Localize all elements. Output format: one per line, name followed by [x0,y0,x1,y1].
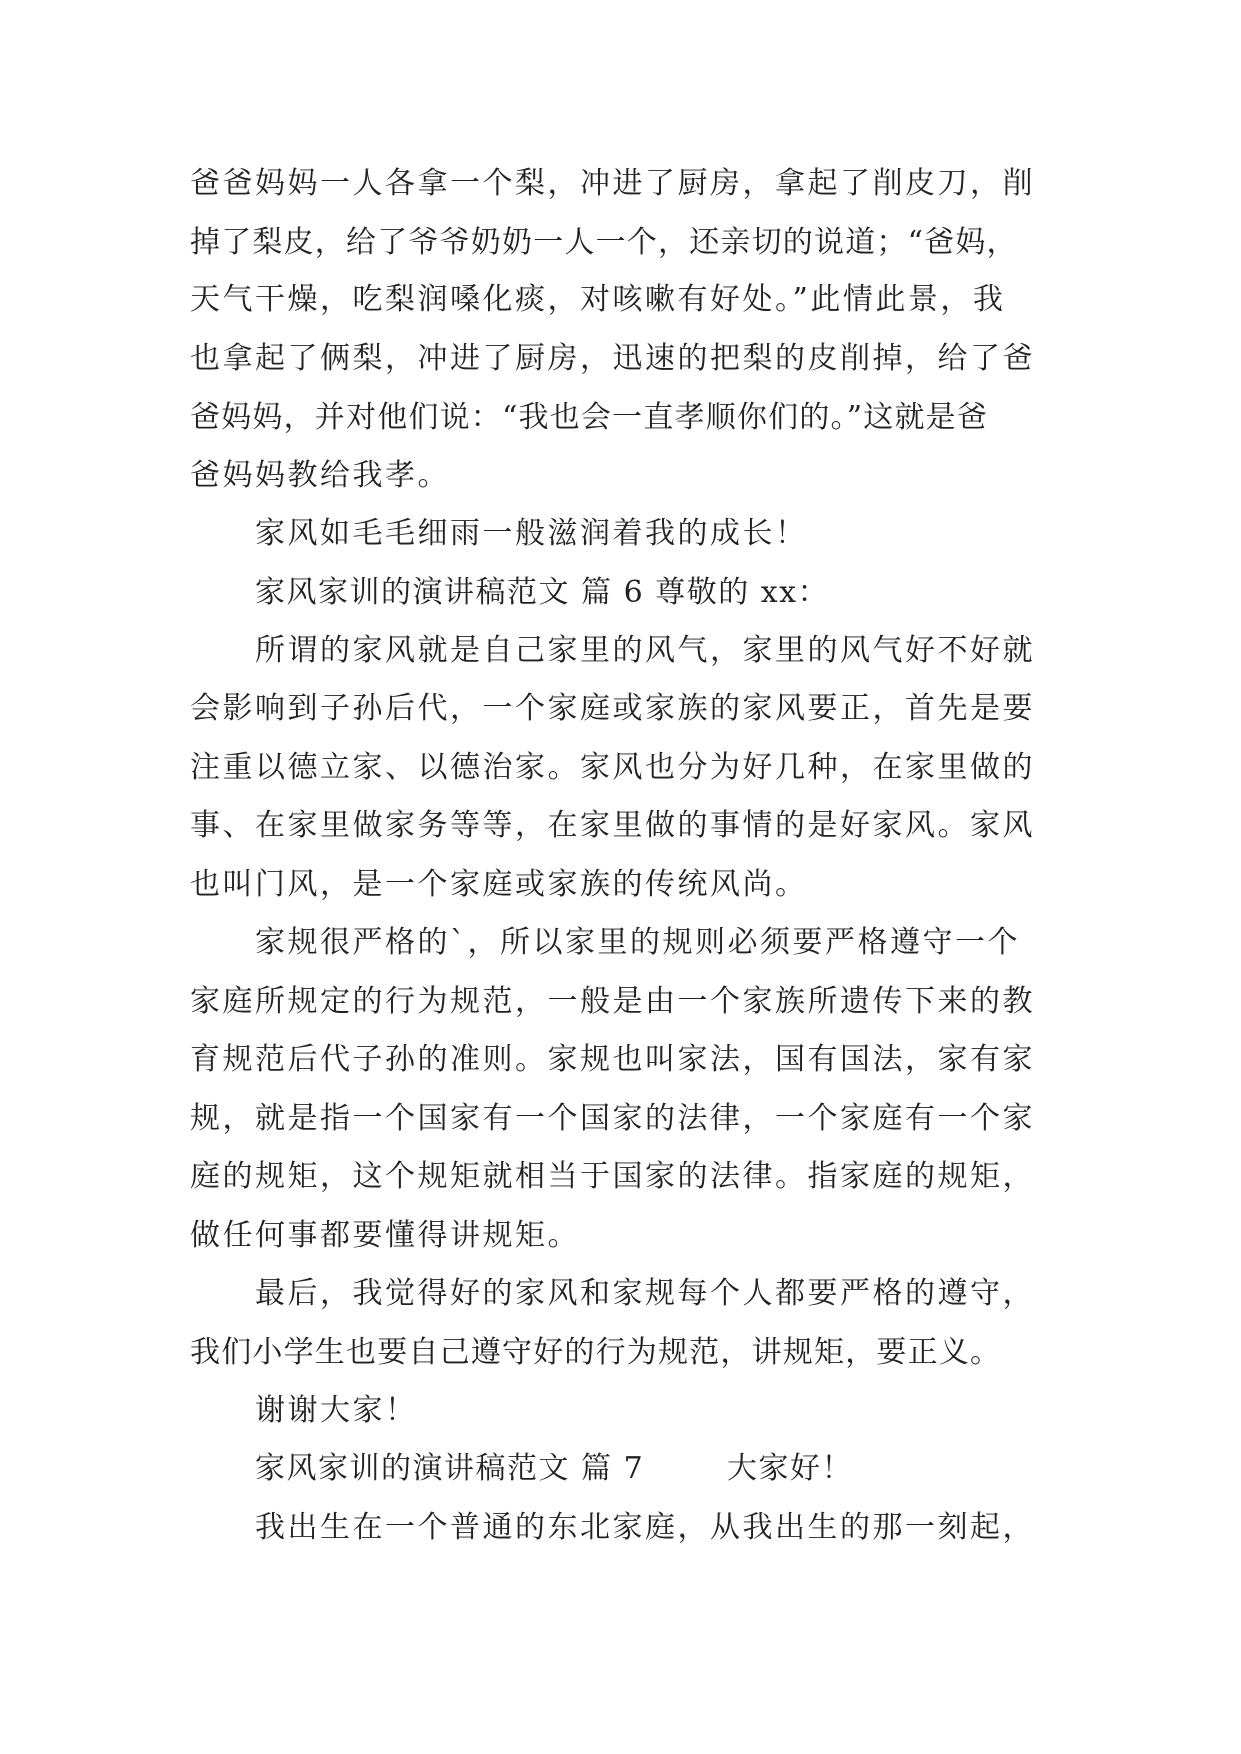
paragraph-line [0,330,1241,388]
line-text: 我们小学生也要自己遵守好的行为规范，讲规矩，要正义。 [190,1335,1002,1370]
line-text: 也叫门风，是一个家庭或家族的传统风尚。 [190,867,808,902]
greeting-text: 大家好！ [727,1451,853,1486]
heading-text: 家风家训的演讲稿范文 篇 6 尊敬的 xx： [255,575,830,610]
line-text: 庭的规矩，这个规矩就相当于国家的法律。指家庭的规矩， [190,1159,1035,1194]
line-text: 事、在家里做家务等等，在家里做的事情的是好家风。家风 [190,808,1035,843]
paragraph-line [0,1382,1241,1440]
line-text: 爸爸妈妈一人各拿一个梨，冲进了厨房，拿起了削皮刀，削 [190,166,1035,201]
paragraph-line [0,1207,1241,1265]
paragraph-line [0,739,1241,797]
line-text: 掉了梨皮，给了爷爷奶奶一人一个，还亲切的说道；“爸妈， [190,225,1018,260]
section-heading [0,1440,1241,1498]
paragraph-line [0,973,1241,1031]
paragraph-line [0,1090,1241,1148]
line-text: 我出生在一个普通的东北家庭，从我出生的那一刻起， [255,1510,1035,1545]
paragraph-line [0,1499,1241,1557]
paragraph-line [0,1324,1241,1382]
paragraph-line [0,155,1241,213]
line-text: 天气干燥，吃梨润嗓化痰，对咳嗽有好处。”此情此景，我 [190,282,1006,317]
paragraph-line [0,271,1241,329]
heading-text: 家风家训的演讲稿范文 篇 7 [255,1451,645,1486]
line-text: 做任何事都要懂得讲规矩。 [190,1218,580,1253]
paragraph-line [0,680,1241,738]
paragraph-line [0,389,1241,447]
section-heading [0,564,1241,622]
line-text: 谢谢大家！ [255,1393,418,1428]
line-text: 爸妈妈教给我孝。 [190,458,450,493]
line-text: 规，就是指一个国家有一个国家的法律，一个家庭有一个家 [190,1101,1035,1136]
paragraph-line [0,856,1241,914]
paragraph-line [0,447,1241,505]
line-text: 也拿起了俩梨，冲进了厨房，迅速的把梨的皮削掉，给了爸 [190,341,1035,376]
paragraph-line [0,1265,1241,1323]
line-text: 家庭所规定的行为规范，一般是由一个家族所遗传下来的教 [190,984,1035,1019]
paragraph-line [0,622,1241,680]
line-text: 爸妈妈，并对他们说：“我也会一直孝顺你们的。”这就是爸 [190,400,989,435]
line-text: 会影响到子孙后代，一个家庭或家族的家风要正，首先是要 [190,691,1035,726]
line-text: 家规很严格的`，所以家里的规则必须要严格遵守一个 [255,925,1020,960]
paragraph-line [0,505,1241,563]
paragraph-line [0,1031,1241,1089]
line-text: 所谓的家风就是自己家里的风气，家里的风气好不好就 [255,633,1035,668]
paragraph-line [0,214,1241,272]
line-text: 注重以德立家、以德治家。家风也分为好几种，在家里做的 [190,750,1035,785]
line-text: 育规范后代子孙的准则。家规也叫家法，国有国法，家有家 [190,1042,1035,1077]
line-text: 最后，我觉得好的家风和家规每个人都要严格的遵守， [255,1276,1035,1311]
paragraph-line [0,1148,1241,1206]
paragraph-line [0,797,1241,855]
line-text: 家风如毛毛细雨一般滋润着我的成长！ [255,516,808,551]
paragraph-line [0,914,1241,972]
